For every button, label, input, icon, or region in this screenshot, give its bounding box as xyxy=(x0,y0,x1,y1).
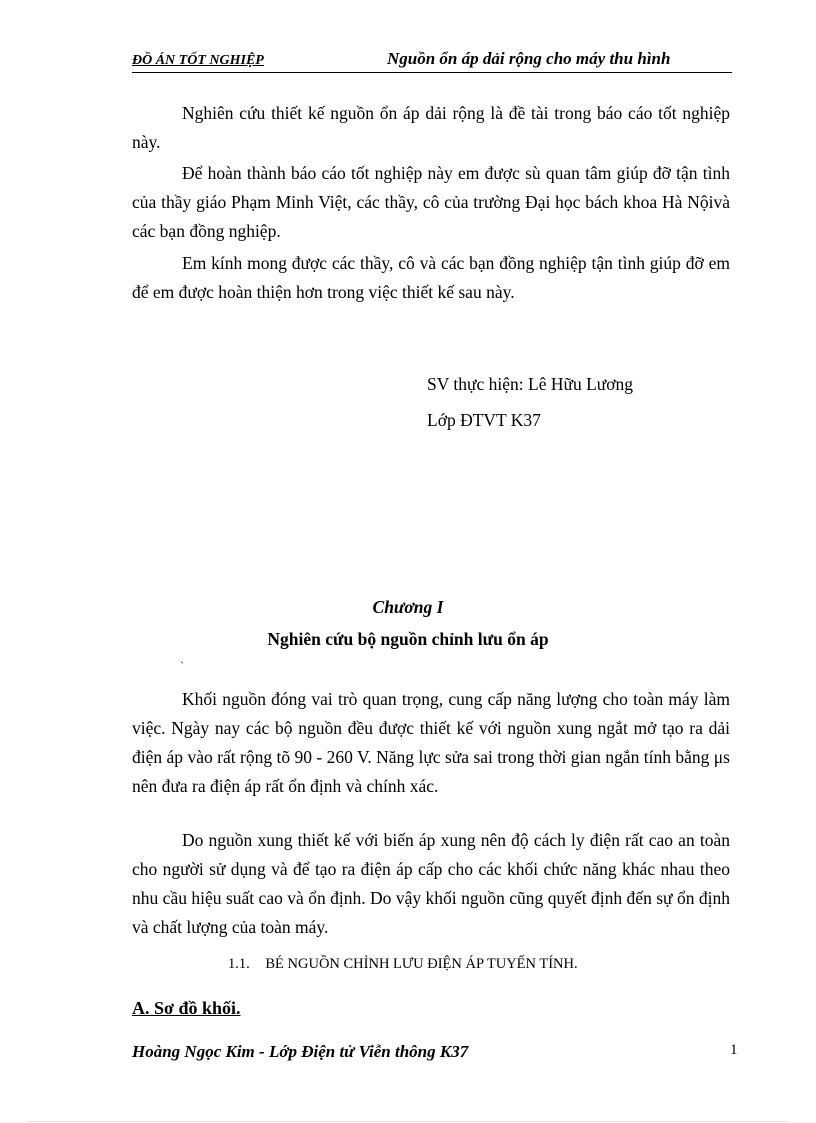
subheading: A. Sơ đồ khối. xyxy=(132,998,241,1018)
chapter-title: Nghiên cứu bộ nguồn chỉnh lưu ổn áp xyxy=(267,629,549,649)
section-number: 1.1. xyxy=(228,956,250,972)
footer-author: Hoàng Ngọc Kim - Lớp Điện tử Viễn thông K37 xyxy=(132,1042,469,1061)
header-left-title: ĐỒ ÁN TỐT NGHIỆP xyxy=(132,53,264,68)
chapter-label: Chương I xyxy=(372,597,444,617)
page-bottom-border xyxy=(28,1121,788,1122)
intro-paragraph-3: Em kính mong được các thầy, cô và các bạn đồng nghiệp tận tình giúp đỡ em để em được hoàn thiện hơn trong việc thiết kế sau này. xyxy=(132,253,730,302)
body-paragraph-1: Khối nguồn đóng vai trò quan trọng, cung cấp năng lượng cho toàn máy làm việc. Ngày nay các bộ nguồn đều được thiết kế với nguồn xung ngắt mở tạo ra dải điện áp vào rất rộng tõ 90 - 260 V. Năng lực sửa sai trong thời gian ngắn tính bằng μs nên đưa ra điện áp rất ổn định và chính xác. xyxy=(132,689,730,796)
stray-mark: ` xyxy=(180,659,184,673)
section-title: BÉ NGUỒN CHỈNH LƯU ĐIỆN ÁP TUYẾN TÍNH. xyxy=(265,956,578,972)
intro-paragraph-1: Nghiên cứu thiết kế nguồn ổn áp dải rộng là đề tài trong báo cáo tốt nghiệp này. xyxy=(132,103,730,152)
student-class: Lớp ĐTVT K37 xyxy=(427,410,541,430)
page-number: 1 xyxy=(730,1042,738,1058)
student-signature: SV thực hiện: Lê Hữu Lương xyxy=(427,374,634,394)
page-header xyxy=(132,50,732,73)
intro-paragraph-2: Để hoàn thành báo cáo tốt nghiệp này em được sù quan tâm giúp đỡ tận tình của thầy giáo Phạm Minh Việt, các thầy, cô của trường Đại học bách khoa Hà Nộivà các bạn đồng nghiệp. xyxy=(132,163,730,241)
body-paragraph-2: Do nguồn xung thiết kế với biến áp xung nên độ cách ly điện rất cao an toàn cho người sử dụng và để tạo ra điện áp cấp cho các khối chức năng khác nhau theo nhu cầu hiệu suất cao và ổn định. Do vậy khối nguồn cũng quyết định đến sự ổn định và chất lượng của toàn máy. xyxy=(132,830,730,937)
header-right-title: Nguồn ổn áp dải rộng cho máy thu hình xyxy=(387,49,671,68)
section-heading xyxy=(228,956,578,973)
